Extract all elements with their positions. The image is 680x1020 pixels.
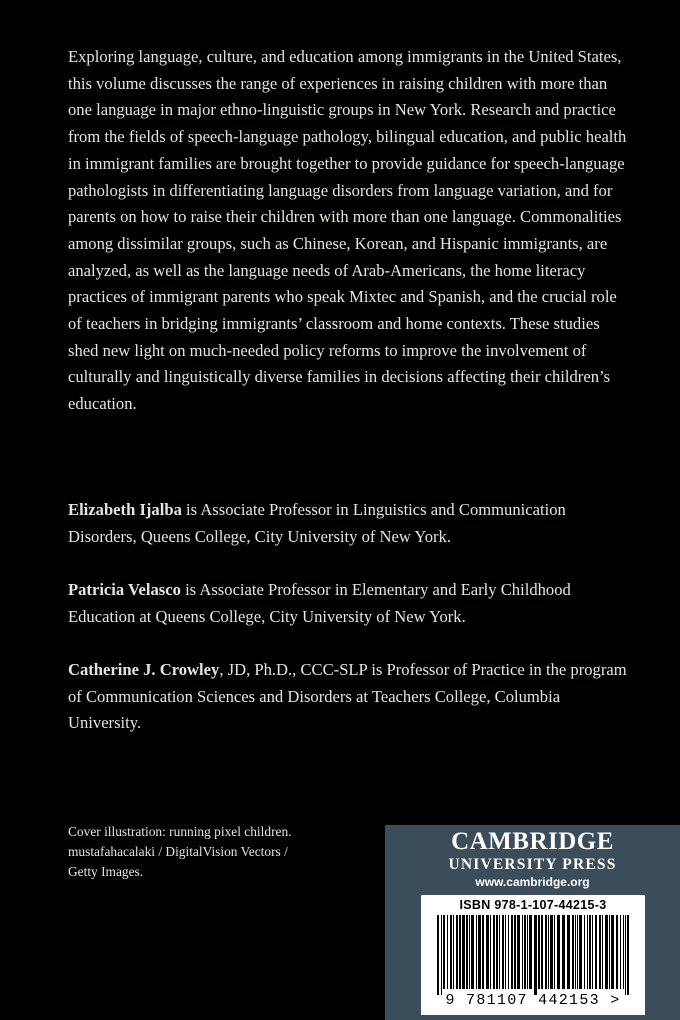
barcode-bar: [602, 915, 603, 989]
isbn-label: ISBN 978-1-107-44215-3: [459, 898, 607, 912]
barcode-bar: [541, 915, 543, 989]
barcode-bar: [589, 915, 591, 989]
publisher-panel: [385, 825, 680, 1020]
barcode-bar: [554, 915, 555, 989]
author-description: is Associate Professor in Linguistics and Communication Disorders, Queens College, City University of New York.: [68, 500, 566, 546]
barcode-bar: [538, 915, 540, 989]
author-name: Patricia Velasco: [68, 580, 181, 599]
barcode-bar: [611, 915, 614, 989]
barcode-bar: [441, 915, 442, 995]
barcode-bar: [471, 915, 474, 989]
barcode-bar: [534, 915, 537, 995]
barcode-bar: [476, 915, 477, 989]
isbn-barcode: [421, 895, 645, 1015]
barcode-bar: [499, 915, 500, 989]
barcode-bar: [567, 915, 570, 989]
barcode-bar: [609, 915, 610, 989]
barcode-bar: [511, 915, 513, 989]
publisher-logo-name: CAMBRIDGE: [451, 828, 614, 855]
barcode-bar: [579, 915, 582, 989]
barcode-bar: [620, 915, 621, 989]
barcode-digits: 9 781107 442153 >: [445, 992, 621, 1009]
barcode-bar: [587, 915, 588, 989]
barcode-bar: [466, 915, 468, 989]
barcode-bar: [514, 915, 516, 989]
author-name: Elizabeth Ijalba: [68, 500, 182, 519]
barcode-bar: [453, 915, 454, 989]
barcode-bar: [443, 915, 445, 989]
barcode-bar: [450, 915, 452, 989]
credit-line: Getty Images.: [68, 864, 144, 879]
barcode-bar: [575, 915, 576, 989]
barcode-bar: [502, 915, 504, 989]
cover-illustration-credit: [68, 822, 368, 882]
credit-line: mustafahacalaki / DigitalVision Vectors /: [68, 844, 288, 859]
barcode-bar: [459, 915, 461, 989]
barcode-bar: [482, 915, 484, 989]
barcode-bar: [493, 915, 495, 989]
barcode-bar: [599, 915, 601, 989]
barcode-bar: [447, 915, 448, 989]
back-cover-blurb: Exploring language, culture, and education among immigrants in the United States, this volume discusses the range of experiences in raising children with more than one language in major ethno-linguistic groups in New York. Research and practice from the fields of speech-language pathology, bilingual education, and public health in immigrant families are brought together to provide guidance for speech-language pathologists in differentiating language disorders from language variation, and for parents on how to raise their children with more than one language. Commonalities among dissimilar groups, such as Chinese, Korean, and Hispanic immigrants, are analyzed, as well as the language needs of Arab-Americans, the home literacy practices of immigrant parents who speak Mixtec and Spanish, and the crucial role of teachers in bridging immigrants’ classroom and home contexts. These studies shed new light on much-needed policy reforms to improve the involvement of culturally and linguistically diverse families in decisions affecting their children’s education.: [68, 47, 627, 414]
barcode-bar: [456, 915, 458, 989]
barcode-bar: [524, 915, 526, 989]
barcode-bar: [478, 915, 481, 989]
barcode-bar: [625, 915, 626, 995]
barcode-bar: [505, 915, 506, 989]
publisher-logo-subname: UNIVERSITY PRESS: [448, 856, 617, 873]
barcode-bar: [550, 915, 553, 989]
barcode-bar: [469, 915, 470, 989]
barcode-bar: [623, 915, 624, 989]
barcode-bar: [616, 915, 618, 989]
barcode-bar: [496, 915, 498, 989]
barcode-bar: [584, 915, 585, 989]
barcode-bar: [595, 915, 597, 989]
author-name: Catherine J. Crowley: [68, 660, 220, 679]
barcode-bar: [577, 915, 578, 989]
barcode-bar: [572, 915, 574, 989]
author-description: , JD, Ph.D., CCC-SLP is Professor of Practice in the program of Communication Sciences and Disorders at Teachers College, Columbia University.: [68, 660, 627, 733]
author-bio-crowley: [68, 657, 628, 737]
barcode-bar: [529, 915, 532, 989]
barcode-bar: [627, 915, 629, 995]
barcode-bar: [557, 915, 560, 989]
barcode-bar: [508, 915, 509, 989]
barcode-bar: [462, 915, 465, 989]
barcode-bar: [517, 915, 520, 989]
publisher-url: www.cambridge.org: [475, 875, 590, 889]
barcode-bar: [548, 915, 549, 989]
barcode-bar: [522, 915, 523, 989]
barcode-bar: [592, 915, 593, 989]
barcode-bar: [486, 915, 489, 989]
barcode-bar: [527, 915, 528, 989]
author-bio-ijalba: [68, 497, 628, 550]
barcode-bar: [545, 915, 547, 989]
credit-line: Cover illustration: running pixel children.: [68, 824, 292, 839]
author-description: is Associate Professor in Elementary and Early Childhood Education at Queens College, City University of New York.: [68, 580, 571, 626]
author-bio-velasco: [68, 577, 628, 630]
barcode-bar: [437, 915, 439, 995]
barcode-bar: [605, 915, 608, 989]
barcode-bar: [562, 915, 565, 989]
barcode-bar: [490, 915, 491, 989]
